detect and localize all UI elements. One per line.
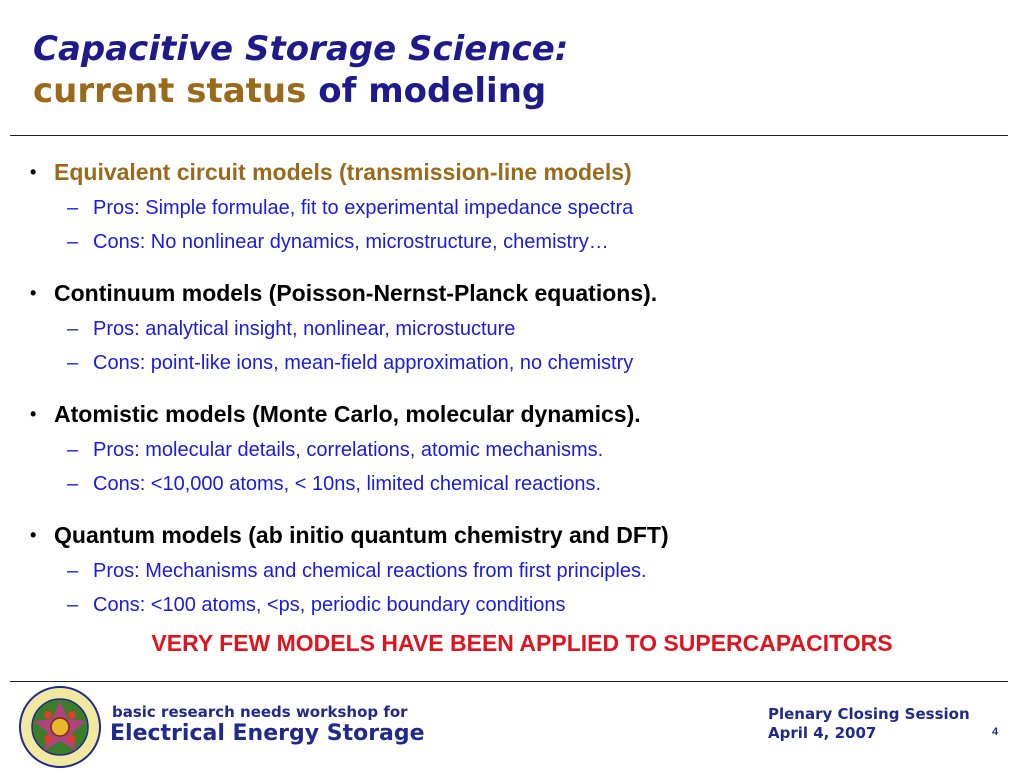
bullet-label: Continuum models (Poisson-Nernst-Planck equations). — [54, 280, 658, 306]
bullet-item — [30, 518, 1000, 554]
workshop-subtitle: basic research needs workshop for — [112, 703, 408, 721]
bullet-label: Atomistic models (Monte Carlo, molecular dynamics). — [54, 401, 641, 427]
sub-bullet-item — [30, 554, 1000, 588]
bullet-dot-icon: • — [30, 404, 37, 424]
workshop-title: Electrical Energy Storage — [110, 721, 425, 746]
title-accent-text: current status — [33, 71, 307, 111]
slide-title — [33, 28, 568, 112]
dash-icon: – — [67, 197, 79, 219]
sub-bullet-label: Cons: point-like ions, mean-field approximation, no chemistry — [93, 352, 634, 374]
title-line-1: Capacitive Storage Science: — [33, 29, 569, 69]
session-date: April 4, 2007 — [768, 724, 877, 742]
bullet-dot-icon: • — [30, 162, 37, 182]
bullet-group-atomistic — [30, 397, 1000, 501]
bullet-dot-icon: • — [30, 525, 37, 545]
bullet-item — [30, 276, 1000, 312]
dash-icon: – — [67, 439, 79, 461]
bullet-group-continuum — [30, 276, 1000, 380]
sub-bullet-item — [30, 312, 1000, 346]
title-rest-text: of modeling — [306, 71, 547, 111]
dash-icon: – — [67, 594, 79, 616]
bullet-list — [30, 155, 1000, 639]
sub-bullet-label: Cons: <100 atoms, <ps, periodic boundary conditions — [93, 594, 566, 616]
conclusion-statement: VERY FEW MODELS HAVE BEEN APPLIED TO SUPERCAPACITORS — [151, 630, 893, 656]
bullet-item — [30, 155, 1000, 191]
sub-bullet-label: Pros: molecular details, correlations, atomic mechanisms. — [93, 439, 604, 461]
sub-bullet-item — [30, 588, 1000, 622]
session-name: Plenary Closing Session — [768, 705, 970, 723]
office-of-basic-energy-sciences-logo-icon — [18, 685, 102, 769]
title-line-2 — [33, 70, 568, 112]
dash-icon: – — [67, 473, 79, 495]
sub-bullet-item — [30, 346, 1000, 380]
bullet-label: Equivalent circuit models (transmission-line models) — [54, 159, 632, 185]
dash-icon: – — [67, 560, 79, 582]
sub-bullet-item — [30, 467, 1000, 501]
footer — [0, 683, 1024, 768]
bullet-group-quantum — [30, 518, 1000, 622]
dash-icon: – — [67, 231, 79, 253]
sub-bullet-label: Pros: analytical insight, nonlinear, microstucture — [93, 318, 516, 340]
sub-bullet-label: Cons: No nonlinear dynamics, microstructure, chemistry… — [93, 231, 609, 253]
sub-bullet-item — [30, 433, 1000, 467]
sub-bullet-item — [30, 225, 1000, 259]
bullet-label: Quantum models (ab initio quantum chemistry and DFT) — [54, 522, 669, 548]
sub-bullet-label: Cons: <10,000 atoms, < 10ns, limited chemical reactions. — [93, 473, 602, 495]
sub-bullet-item — [30, 191, 1000, 225]
bullet-dot-icon: • — [30, 283, 37, 303]
sub-bullet-label: Pros: Simple formulae, fit to experimental impedance spectra — [93, 197, 634, 219]
dash-icon: – — [67, 352, 79, 374]
footer-divider — [10, 681, 1008, 682]
bullet-group-equivalent-circuit — [30, 155, 1000, 259]
title-divider — [10, 135, 1008, 136]
page-number: 4 — [992, 726, 999, 738]
bullet-item — [30, 397, 1000, 433]
sub-bullet-label: Pros: Mechanisms and chemical reactions from first principles. — [93, 560, 647, 582]
dash-icon: – — [67, 318, 79, 340]
